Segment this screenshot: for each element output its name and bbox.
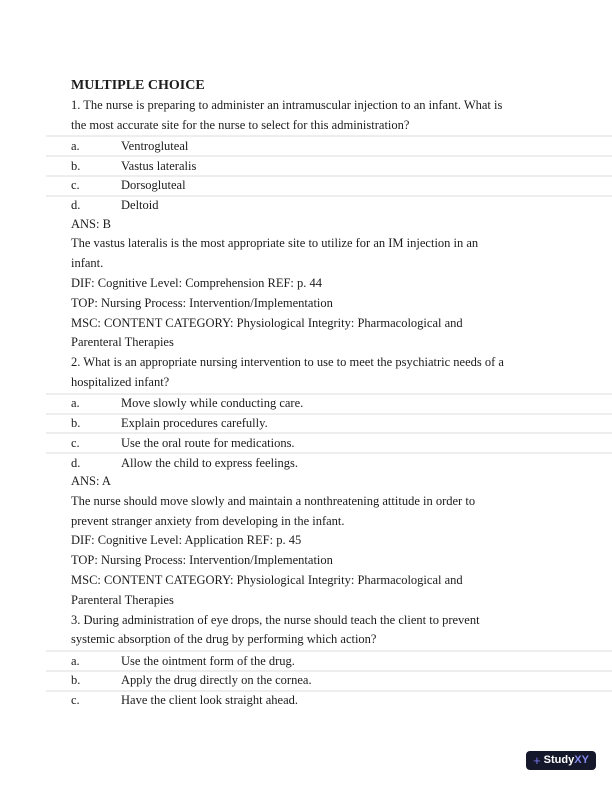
option-letter: b. bbox=[71, 673, 81, 688]
q2-meta-top: TOP: Nursing Process: Intervention/Implementation bbox=[71, 553, 333, 568]
option-text: Have the client look straight ahead. bbox=[121, 693, 299, 708]
q1-option-a bbox=[46, 135, 612, 155]
q1-meta-msc-continued: Parenteral Therapies bbox=[71, 335, 174, 350]
studyxy-badge[interactable] bbox=[526, 751, 596, 770]
option-letter: b. bbox=[71, 415, 81, 430]
plus-icon: + bbox=[533, 753, 541, 768]
question-1 bbox=[0, 96, 612, 353]
option-text: Apply the drug directly on the cornea. bbox=[121, 673, 312, 688]
option-letter: c. bbox=[71, 435, 80, 450]
option-letter: c. bbox=[71, 693, 80, 708]
q1-meta-msc: MSC: CONTENT CATEGORY: Physiological Integrity: Pharmacological and bbox=[71, 315, 463, 330]
option-text: Deltoid bbox=[121, 198, 159, 213]
option-letter: c. bbox=[71, 178, 80, 193]
option-letter: a. bbox=[71, 653, 80, 668]
q2-stem-line-1: 2. What is an appropriate nursing intervention to use to meet the psychiatric needs of a bbox=[71, 355, 504, 370]
option-text: Dorsogluteal bbox=[121, 178, 186, 193]
q3-stem-line-1: 3. During administration of eye drops, the nurse should teach the client to prevent bbox=[71, 612, 480, 627]
q2-option-d bbox=[46, 452, 612, 472]
q1-option-d bbox=[46, 195, 612, 215]
q1-option-c bbox=[46, 175, 612, 195]
question-2 bbox=[0, 353, 612, 610]
brand-name: Study bbox=[543, 754, 575, 766]
q3-option-c bbox=[46, 690, 612, 710]
q1-stem-line-1: 1. The nurse is preparing to administer an intramuscular injection to an infant. What is bbox=[71, 97, 503, 112]
option-letter: a. bbox=[71, 138, 80, 153]
q1-stem-line-2: the most accurate site for the nurse to select for this administration? bbox=[71, 117, 410, 132]
option-text: Use the oral route for medications. bbox=[121, 435, 295, 450]
q3-option-a bbox=[46, 650, 612, 670]
q1-meta-top: TOP: Nursing Process: Intervention/Implementation bbox=[71, 295, 333, 310]
option-text: Ventrogluteal bbox=[121, 138, 189, 153]
option-letter: a. bbox=[71, 396, 80, 411]
option-text: Vastus lateralis bbox=[121, 158, 197, 173]
q1-answer: ANS: B bbox=[71, 216, 111, 231]
q2-option-b bbox=[46, 413, 612, 433]
q2-meta-msc-continued: Parenteral Therapies bbox=[71, 592, 174, 607]
option-letter: b. bbox=[71, 158, 81, 173]
q1-option-b bbox=[46, 155, 612, 175]
q1-rationale-line-1: The vastus lateralis is the most appropriate site to utilize for an IM injection in an bbox=[71, 236, 479, 251]
q2-meta-msc: MSC: CONTENT CATEGORY: Physiological Integrity: Pharmacological and bbox=[71, 572, 463, 587]
option-text: Move slowly while conducting care. bbox=[121, 396, 304, 411]
page-content bbox=[0, 76, 612, 710]
q2-answer: ANS: A bbox=[71, 473, 111, 488]
brand-name-suffix: XY bbox=[574, 754, 589, 766]
q2-option-c bbox=[46, 432, 612, 452]
q3-stem-line-2: systemic absorption of the drug by performing which action? bbox=[71, 632, 377, 647]
option-letter: d. bbox=[71, 198, 81, 213]
q3-option-b bbox=[46, 670, 612, 690]
q1-meta-dif: DIF: Cognitive Level: Comprehension REF: p. 44 bbox=[71, 275, 323, 290]
option-text: Allow the child to express feelings. bbox=[121, 455, 299, 470]
section-heading: MULTIPLE CHOICE bbox=[71, 78, 205, 93]
option-text: Explain procedures carefully. bbox=[121, 415, 268, 430]
q2-meta-dif: DIF: Cognitive Level: Application REF: p. 45 bbox=[71, 533, 302, 548]
question-3 bbox=[0, 611, 612, 710]
q2-rationale-line-1: The nurse should move slowly and maintain a nonthreatening attitude in order to bbox=[71, 493, 476, 508]
option-letter: d. bbox=[71, 455, 81, 470]
q1-rationale-line-2: infant. bbox=[71, 256, 104, 271]
q2-stem-line-2: hospitalized infant? bbox=[71, 374, 170, 389]
option-text: Use the ointment form of the drug. bbox=[121, 653, 295, 668]
q2-rationale-line-2: prevent stranger anxiety from developing in the infant. bbox=[71, 513, 345, 528]
q2-option-a bbox=[46, 393, 612, 413]
